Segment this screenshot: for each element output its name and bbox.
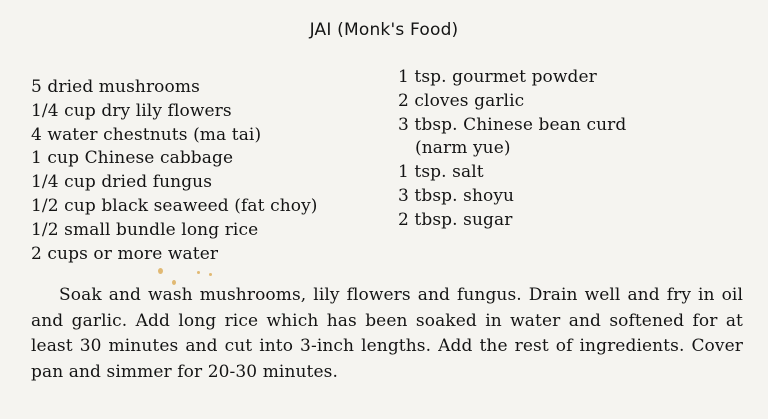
ingredient-item: 3 tbsp. shoyu <box>398 185 515 206</box>
ingredient-item: 2 cloves garlic <box>398 90 525 111</box>
ingredient-item: 2 tbsp. sugar <box>398 209 513 230</box>
ingredient-item: 1/2 cup black seaweed (fat choy) <box>31 195 318 216</box>
ingredient-item: 1 cup Chinese cabbage <box>31 148 234 169</box>
recipe-title: JAI (Monk's Food) <box>309 20 459 40</box>
paper-stain <box>172 280 176 285</box>
ingredient-item: 1/4 cup dry lily flowers <box>31 100 232 121</box>
ingredient-item-continuation: (narm yue) <box>415 138 511 159</box>
ingredients-left-column <box>31 76 318 266</box>
ingredient-item: 1/4 cup dried fungus <box>31 172 213 193</box>
ingredient-item: 5 dried mushrooms <box>31 77 200 97</box>
ingredient-item: 2 cups or more water <box>31 243 219 264</box>
ingredient-item: 1/2 small bundle long rice <box>31 219 259 240</box>
paper-stain <box>209 273 212 276</box>
paper-stain <box>158 268 163 274</box>
paper-stain <box>197 271 200 274</box>
ingredients-right-column <box>398 66 626 233</box>
ingredient-item: 1 tsp. gourmet powder <box>398 67 597 87</box>
ingredient-item: 3 tbsp. Chinese bean curd <box>398 114 627 135</box>
ingredient-item: 4 water chestnuts (ma tai) <box>31 124 262 145</box>
ingredient-item: 1 tsp. salt <box>398 162 484 183</box>
recipe-directions: Soak and wash mushrooms, lily flowers and fungus. Drain well and fry in oil and garlic. Add long rice which has been soaked in water and softened for at least 30 minutes and cut into 3-inch lengths. Add the rest of ingredients. Cover pan and simmer for 20-30 minutes. <box>31 285 743 382</box>
